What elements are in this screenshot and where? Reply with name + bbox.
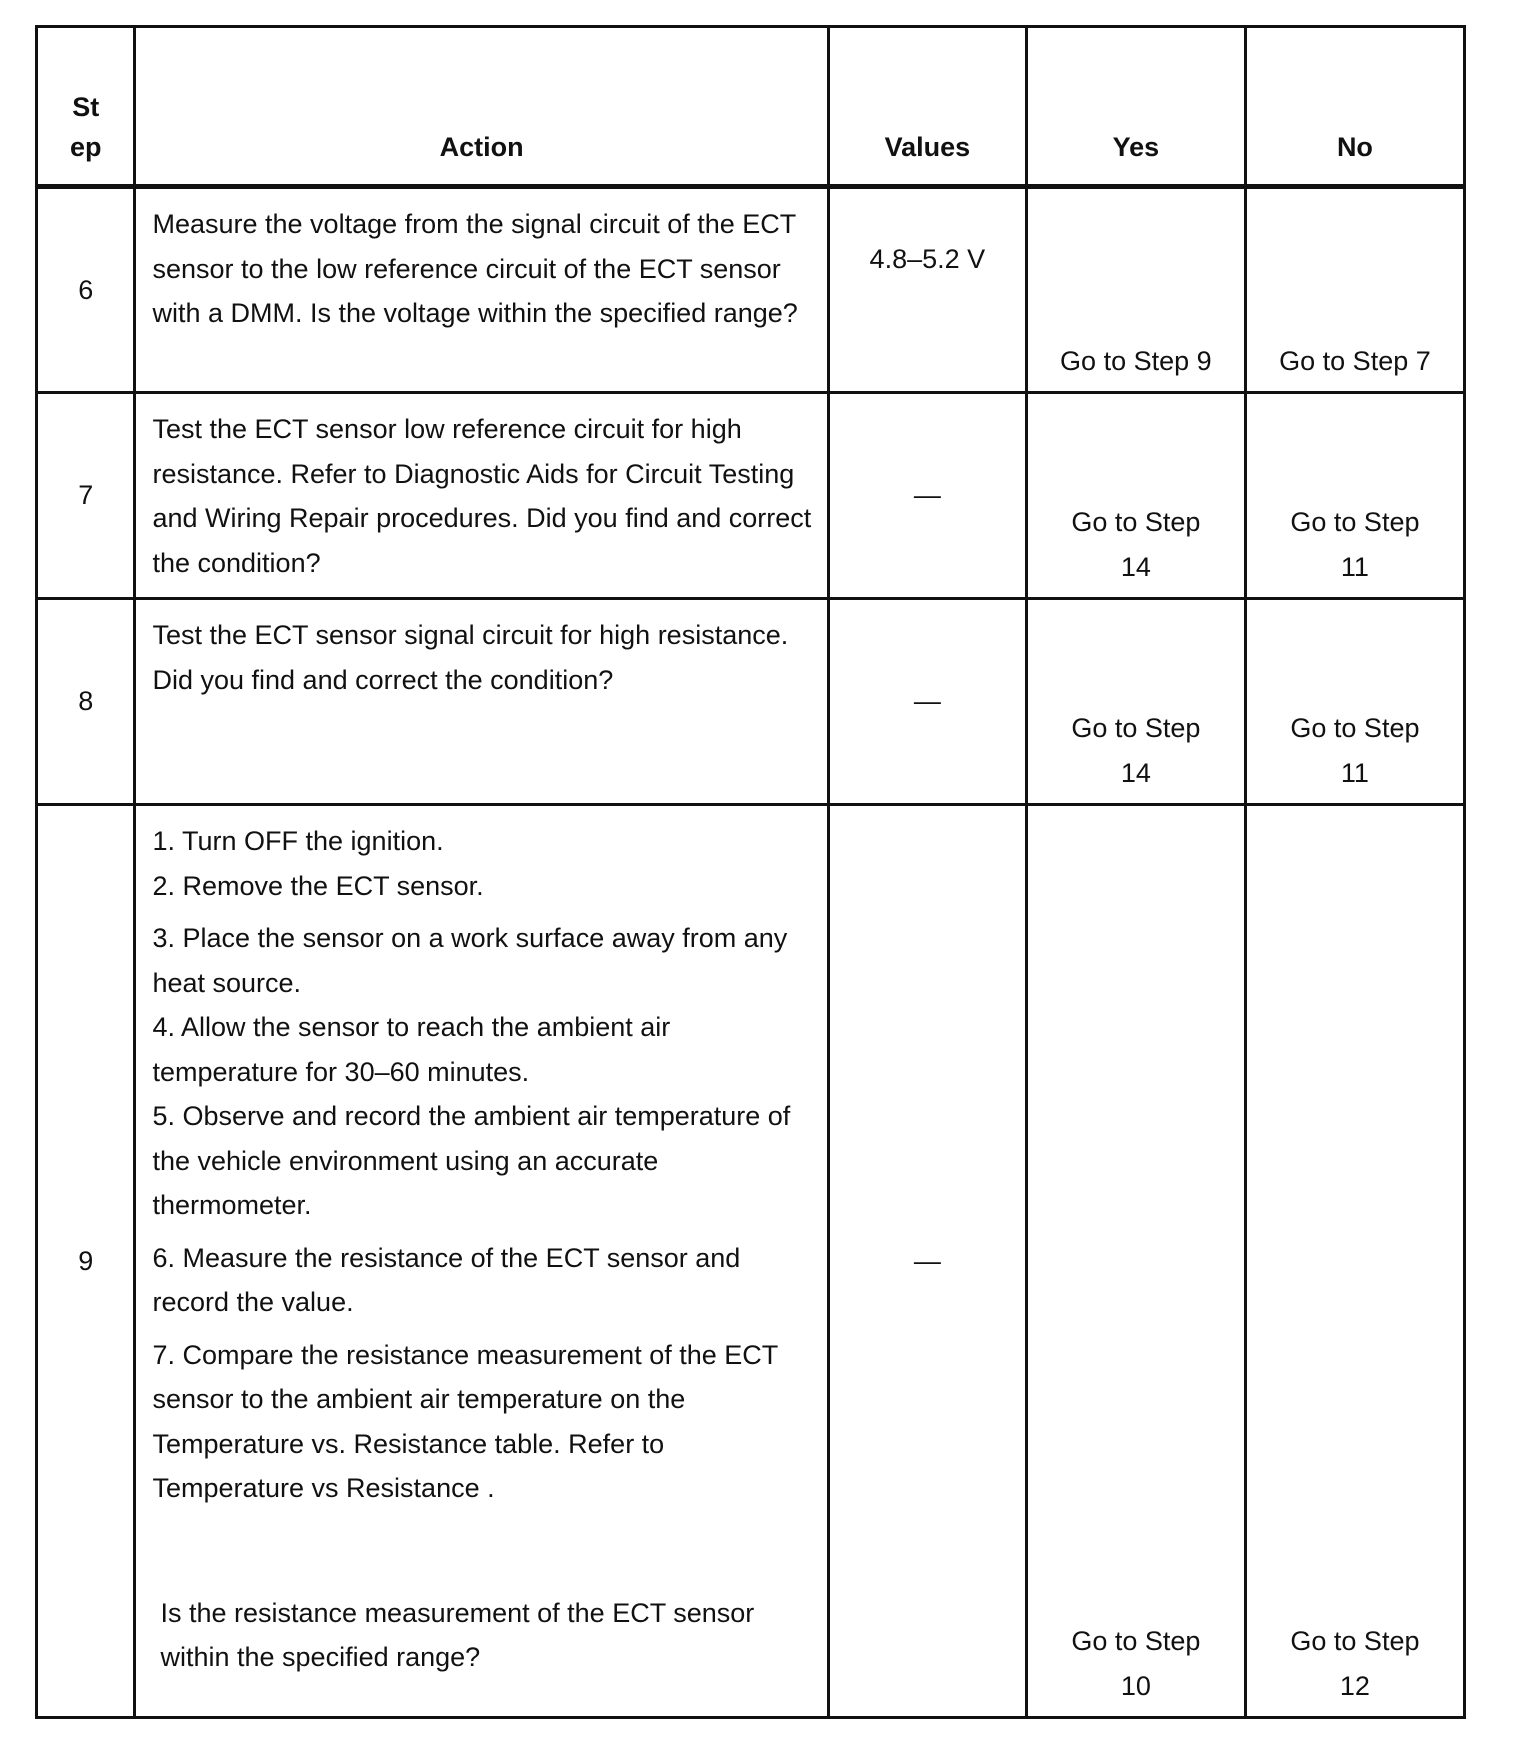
table-row — [37, 187, 1465, 393]
values-text: — — [828, 805, 1026, 1718]
header-step — [37, 27, 135, 187]
table-row — [37, 393, 1465, 599]
yes-link[interactable] — [1026, 599, 1245, 805]
header-step-line1: St — [72, 92, 100, 122]
table-header-row — [37, 27, 1465, 187]
yes-link-text[interactable]: Go to Step 14 — [1071, 713, 1201, 788]
no-link[interactable] — [1245, 393, 1464, 599]
no-link-text[interactable]: Go to Step 11 — [1290, 713, 1420, 788]
values-text: — — [828, 599, 1026, 805]
action-text: Test the ECT sensor low reference circuit for high resistance. Refer to Diagnostic Aids for Circuit Testing and Wiring Repair procedures. Did you find and correct the condition? — [135, 393, 828, 599]
no-link-text[interactable]: Go to Step 11 — [1290, 507, 1420, 582]
values-value: 4.8–5.2 V — [869, 244, 986, 274]
action-list-item: 6. Measure the resistance of the ECT sensor and record the value. — [152, 1242, 741, 1317]
table-row — [37, 599, 1465, 805]
step-number: 8 — [37, 599, 135, 805]
header-action: Action — [135, 27, 828, 187]
action-list-item: 7. Compare the resistance measurement of the ECT sensor to the ambient air temperature on the Temperature vs. Resistance table. Refer to Temperature vs Resistance . — [152, 1339, 778, 1503]
action-list-item: 1. Turn OFF the ignition. — [152, 826, 444, 856]
header-yes: Yes — [1026, 27, 1245, 187]
diagnostic-table — [35, 25, 1466, 1719]
header-step-line2: ep — [69, 132, 102, 162]
action-list-item: 2. Remove the ECT sensor. — [152, 870, 484, 901]
action-list-item: 3. Place the sensor on a work surface away from any heat source. — [152, 923, 788, 998]
yes-link-text[interactable]: Go to Step 14 — [1071, 507, 1201, 582]
yes-link[interactable] — [1026, 393, 1245, 599]
action-list — [135, 805, 828, 1718]
action-text: Measure the voltage from the signal circuit of the ECT sensor to the low reference circuit of the ECT sensor with a DMM. Is the voltage within the specified range? — [135, 187, 828, 393]
action-list-item: 4. Allow the sensor to reach the ambient air temperature for 30–60 minutes. — [152, 1012, 671, 1087]
no-link[interactable]: Go to Step 7 — [1245, 187, 1464, 393]
header-values: Values — [828, 27, 1026, 187]
table-row — [37, 805, 1465, 1718]
step-number: 6 — [37, 187, 135, 393]
no-link[interactable] — [1245, 599, 1464, 805]
values-text: — — [828, 393, 1026, 599]
action-question: Is the resistance measurement of the ECT sensor within the specified range? — [160, 1597, 755, 1672]
no-link[interactable] — [1245, 805, 1464, 1718]
header-no: No — [1245, 27, 1464, 187]
action-text: Test the ECT sensor signal circuit for high resistance. Did you find and correct the condition? — [135, 599, 828, 805]
yes-link-text[interactable]: Go to Step 10 — [1071, 1626, 1201, 1701]
yes-link[interactable] — [1026, 805, 1245, 1718]
yes-link[interactable]: Go to Step 9 — [1026, 187, 1245, 393]
no-link-text[interactable]: Go to Step 12 — [1290, 1626, 1420, 1701]
values-text — [828, 187, 1026, 393]
action-list-item: 5. Observe and record the ambient air temperature of the vehicle environment using an accurate thermometer. — [152, 1101, 791, 1220]
step-number: 7 — [37, 393, 135, 599]
step-number: 9 — [37, 805, 135, 1718]
